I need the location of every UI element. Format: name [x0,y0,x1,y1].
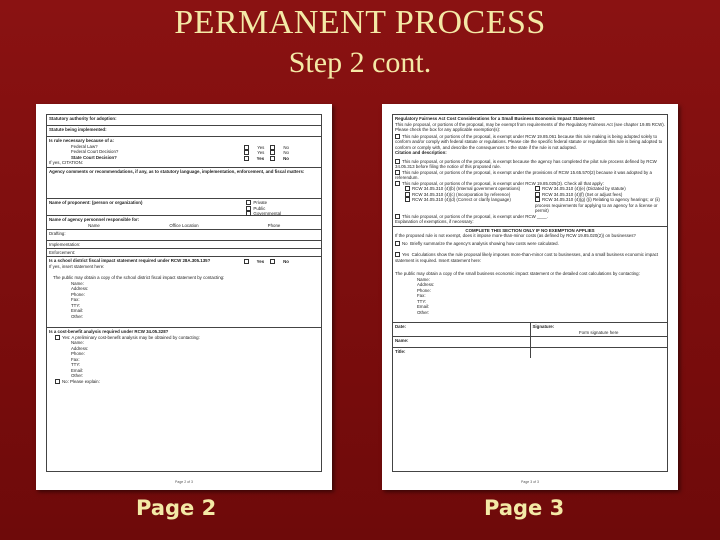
exemption-options: RCW 34.05.310 (4)(b) (Internal government operations) RCW 34.05.310 (4)(c) (Incorporation by reference) RCW 34.05.310 (4)(d) (Correct or clarify language) RCW 34.05.310 (4)(e) (Dictated by statute) RCW 34.05.310 (4)(f) (Set or adjust fees) RCW 34.05.310 (4)(g) ((i) Relating to agency hearings; or (ii) process requirements for applying to an agency for a license or permit) [395,186,665,214]
page-3-label: Page 3 [484,496,565,520]
personnel-row: Name of agency personnel responsible for: Name Office Location Phone [47,216,321,230]
school-contact-fields: Name: Address: Phone: Fax: TTY: Email: Other: [71,280,89,319]
statute-row: Statute being implemented: [47,126,321,137]
statutory-row: Statutory authority for adoption: [47,115,321,126]
page-3-form [392,114,668,472]
page-2-form [46,114,322,472]
no-exemption-section: COMPLETE THIS SECTION ONLY IF NO EXEMPTION APPLIES If the proposed rule is not exempt, does it impose more-than-minor costs (as defined by RCW 19.85.020(2)) on businesses? No Briefly summarize the agency's analysis showing how costs were calculated. Yes Calculations show the rule proposal likely imposes more-than-minor cost to businesses, and a small business economic impact statement is required. Insert statement here: The public may obtain a copy of the small business economic impact statement or the detailed cost calculations by contacting: Name: Address: Phone: Fax: TTY: Email: Other: [393,227,667,324]
federal-law-line: Federal Law? Yes No [71,143,289,150]
cost-benefit-row: Is a cost-benefit analysis required under RCW 34.05.328? Yes: A preliminary cost-benefit analysis may be obtained by contacting: Name: Address: Phone: Fax: TTY: Email: Other: No: Please explain: [47,328,321,385]
title-row: Title: [393,348,667,358]
sbeis-contact-fields: Name: Address: Phone: Fax: TTY: Email: Other: [417,276,435,315]
date-signature-row: Date: Signature: Form signature here [393,323,667,337]
page-3-footer: Page 3 of 3 [521,479,539,484]
page-2-label: Page 2 [136,496,217,520]
agency-comments-row: Agency comments or recommendations, if any, as to statutory language, implementation, enforcement, and fiscal matters: [47,168,321,199]
cb-contact-fields: Name: Address: Phone: Fax: TTY: Email: Other: [71,340,89,378]
name-row: Name: [393,337,667,348]
regulatory-fairness-section: Regulatory Fairness Act Cost Considerations for a Small Business Economic Impact Statement: This rule proposal, or portions of the proposal, may be exempt from requirements of the Regulatory Fairness Act (see chapter 19.85 RCW). Please check the box for any applicable exemption(s): This rule proposal, or portions of the proposal, is exempt under RCW 19.85.061 because this rule making is being adopted solely to conform and/or comply with federal statute or regulations. Please cite the specific federal statute or regulation this rule is being adopted to conform or comply with, and describe the consequences to the state if the rule is not adopted. Citation and description: This rule proposal, or portions of the proposal, is exempt because the agency has completed the pilot rule process defined by RCW 34.05.313 before filing the notice of this proposed rule. This rule proposal, or portions of the proposal, is exempt under the provisions of RCW 15.65.570(2) because it was adopted by a referendum. This rule proposal, or portions of the proposal, is exempt under RCW 19.85.025(3). Check all that apply: RCW 34.05.310 (4)(b) (Internal government operations) RCW 34.05.310 (4)(c) (Incorporation by reference) RCW 34.05.310 (4)(d) (Correct or clarify language) RCW 34.05.310 (4)(e) (Dictated by statute) RCW 34.05.310 (4)(f) (Set or adjust fees) RCW 34.05.310 (4)(g) ((i) Relating to agency hearings; or (ii) process requirements for applying to an agency for a license or permit) This rule proposal, or portions of the proposal, is exempt under RCW ____. Explanation of exemptions, if necessary: [393,115,667,227]
drafting-row: Drafting: [47,230,321,241]
state-court-line: State Court Decision? Yes No [71,154,289,161]
slide-subtitle: Step 2 cont. [288,46,432,79]
proponent-row: Name of proponent: (person or organization) Private Public Governmental [47,199,321,216]
implementation-row: Implementation: [47,241,321,249]
school-district-row: Is a school district fiscal impact statement required under RCW 28A.305.135? Yes No If yes, insert statement here: The public may obtain a copy of the school district fiscal impact statement by contacting: Name: Address: Phone: Fax: TTY: Email: Other: [47,257,321,328]
necessary-row [47,137,321,168]
page-3-thumbnail [382,104,678,490]
federal-court-line: Federal Court Decision? Yes No [71,149,289,155]
slide-title: PERMANENT PROCESS [174,4,546,41]
page-2-footer: Page 2 of 3 [175,479,193,484]
enforcement-row: Enforcement: [47,249,321,257]
necessary-label: Is rule necessary because of a: [49,138,114,143]
page-2-thumbnail [36,104,332,490]
ifyes-citation: If yes, CITATION: [49,160,83,165]
